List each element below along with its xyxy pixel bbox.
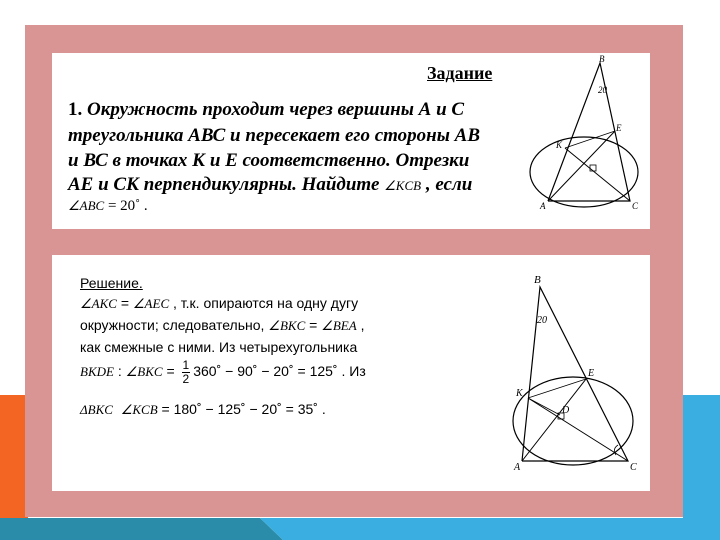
fraction-numerator: 1 <box>182 358 190 372</box>
solution-line-1-text: , т.к. опираются на одну дугу <box>169 295 359 311</box>
angle-bea: ∠BEA <box>321 318 357 333</box>
task-right-angle <box>590 165 596 171</box>
orange-top-accent <box>0 395 28 400</box>
task-line-3: и ВС в точках К и Е соответственно. Отрезки <box>68 150 470 171</box>
angle-akc: ∠AKC <box>80 296 117 311</box>
segment-ke <box>528 379 586 398</box>
angle-aec: ∠AEC <box>132 296 170 311</box>
task-title: Задание <box>427 63 493 83</box>
task-label-b: B <box>599 54 605 64</box>
task-angle-abc: ∠ABC <box>68 198 105 213</box>
angle-bkc-2: ∠BKC <box>125 364 163 380</box>
solution-line-5 <box>80 401 326 418</box>
task-line-4-text: АЕ и СК перпендикулярны. Найдите <box>68 174 380 195</box>
task-angle-kcb: ∠KCB <box>384 178 422 193</box>
task-figure <box>508 53 650 229</box>
solution-line-4-rest: 360˚ − 90˚ − 20˚ = 125˚ . Из <box>193 363 366 380</box>
segment-kd <box>528 398 560 415</box>
solution-line-5-rest: = 180˚ − 125˚ − 20˚ = 35˚ . <box>157 401 326 417</box>
task-line-1-text: Окружность проходит через вершины А и С <box>87 99 465 120</box>
eq-3: = <box>162 363 179 380</box>
task-line-1 <box>68 99 464 121</box>
teal-accent <box>0 518 283 540</box>
solution-circle <box>513 377 633 465</box>
task-angle-abc-value: = 20˚ . <box>107 198 148 214</box>
eq-2: = <box>305 317 322 333</box>
blue-accent <box>260 518 720 540</box>
task-number: 1. <box>68 99 83 120</box>
segment-ae <box>522 379 586 461</box>
task-panel <box>52 53 650 229</box>
fraction-denominator: 2 <box>182 372 190 386</box>
solution-label-b: B <box>534 274 541 286</box>
solution-line-4 <box>80 359 366 386</box>
segment-ck <box>528 398 628 461</box>
fraction-one-half <box>182 359 191 386</box>
solution-label-k: K <box>516 388 523 399</box>
task-label-c: C <box>632 201 639 211</box>
task-line-4 <box>68 174 472 196</box>
eq-1: = <box>116 295 133 311</box>
solution-figure <box>500 255 650 491</box>
triangle-bkc: ΔBKC <box>80 402 113 417</box>
solution-label-c: C <box>630 462 637 473</box>
solution-panel <box>52 255 650 491</box>
solution-line-2 <box>80 317 364 334</box>
solution-triangle <box>522 287 628 461</box>
task-label-k: K <box>556 140 563 150</box>
task-circle <box>530 137 638 207</box>
solution-label-d: D <box>562 405 570 416</box>
solution-line-2-end: , <box>356 317 365 333</box>
task-label-e: E <box>616 123 622 133</box>
task-line-4-end: , если <box>425 174 473 195</box>
solution-line-2-text: окружности; следовательно, <box>80 317 269 333</box>
angle-kcb: ∠KCB <box>120 402 158 417</box>
solution-label-e: E <box>588 368 595 379</box>
task-figure-area <box>508 53 650 229</box>
task-label-angle: 20 <box>598 85 607 95</box>
solution-figure-area <box>500 255 650 491</box>
angle-bkc: ∠BKC <box>268 318 306 333</box>
solution-line-3: как смежные с ними. Из четырехугольника <box>80 339 358 355</box>
blue-side-accent <box>683 395 720 540</box>
quadrilateral-bkde: BKDE <box>80 364 114 380</box>
task-label-a: A <box>540 201 546 211</box>
solution-title: Решение. <box>80 275 143 291</box>
solution-line-1 <box>80 295 358 312</box>
task-line-5 <box>68 198 148 215</box>
task-line-2: треугольника АВС и пересекает его стороны АВ <box>68 125 480 146</box>
solution-label-a: A <box>514 462 521 473</box>
colon: : <box>113 363 126 380</box>
solution-label-angle: 20 <box>537 315 547 326</box>
